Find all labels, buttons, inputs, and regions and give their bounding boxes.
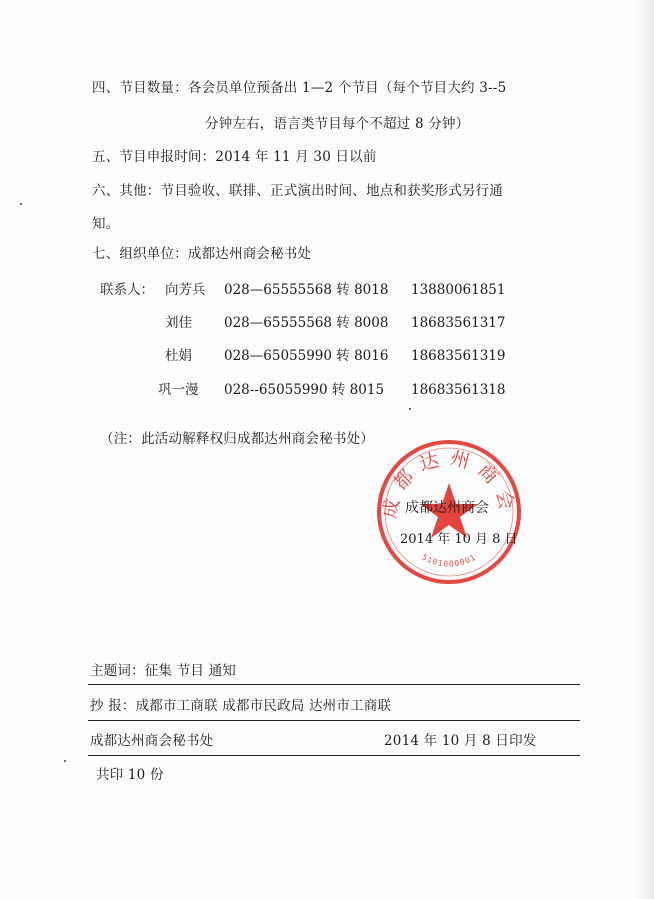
seal-arc-text: 成都达州商会 xyxy=(378,446,520,521)
footer-rule xyxy=(88,684,580,685)
contact-row xyxy=(0,346,654,366)
contact-row xyxy=(0,380,654,400)
contact-name: 杜娟 xyxy=(165,348,192,364)
contact-name: 巩一漫 xyxy=(158,382,199,398)
scan-speck xyxy=(64,760,66,762)
scan-speck xyxy=(20,203,22,205)
contact-mobile: 13880061851 xyxy=(411,282,506,298)
contact-row xyxy=(0,313,654,333)
contacts-label: 联系人： xyxy=(100,282,154,298)
page-edge-shadow xyxy=(636,0,654,899)
footer-rule xyxy=(88,755,580,756)
footer-issue-date: 2014 年 10 月 8 日印发 xyxy=(384,733,537,749)
svg-text:5101000001 xyxy=(420,553,478,569)
footer-issuer: 成都达州商会秘书处 xyxy=(90,733,214,749)
seal-number: 5101000001 xyxy=(420,552,478,569)
contact-mobile: 18683561317 xyxy=(411,315,506,331)
contact-row xyxy=(0,280,654,300)
footer-copies: 共印 10 份 xyxy=(96,767,164,783)
contact-name: 向芳兵 xyxy=(165,282,206,298)
contact-phone: 028—65055990 转 8016 xyxy=(224,348,389,364)
item-program-count: 四、节目数量：各会员单位预备出 1—2 个节目（每个节目大约 3--5 xyxy=(92,80,507,96)
item-organizer: 七、组织单位：成都达州商会秘书处 xyxy=(92,246,312,262)
footer-subject: 主题词：征集 节目 通知 xyxy=(90,663,236,679)
contact-name: 刘佳 xyxy=(165,315,192,331)
footer-rule xyxy=(88,720,580,721)
item-other: 六、其他：节目验收、联排、正式演出时间、地点和获奖形式另行通 xyxy=(92,183,503,199)
note-text: （注：此活动解释权归成都达州商会秘书处） xyxy=(100,431,374,447)
contact-phone: 028—65555568 转 8008 xyxy=(224,315,389,331)
signature-date: 2014 年 10 月 8 日 xyxy=(400,532,518,547)
contact-mobile: 18683561319 xyxy=(411,348,506,364)
item-program-count-continued: 分钟左右，语言类节目每个不超过 8 分钟） xyxy=(205,116,470,132)
contact-mobile: 18683561318 xyxy=(411,382,506,398)
footer-cc: 抄 报：成都市工商联 成都市民政局 达州市工商联 xyxy=(90,698,392,714)
item-other-continued: 知。 xyxy=(92,216,120,232)
signature-org: 成都达州商会 xyxy=(405,500,489,516)
contact-phone: 028—65555568 转 8018 xyxy=(224,282,389,298)
contact-phone: 028--65055990 转 8015 xyxy=(224,382,385,398)
scan-speck xyxy=(409,408,411,410)
item-submission-deadline: 五、节目申报时间：2014 年 11 月 30 日以前 xyxy=(92,149,377,165)
